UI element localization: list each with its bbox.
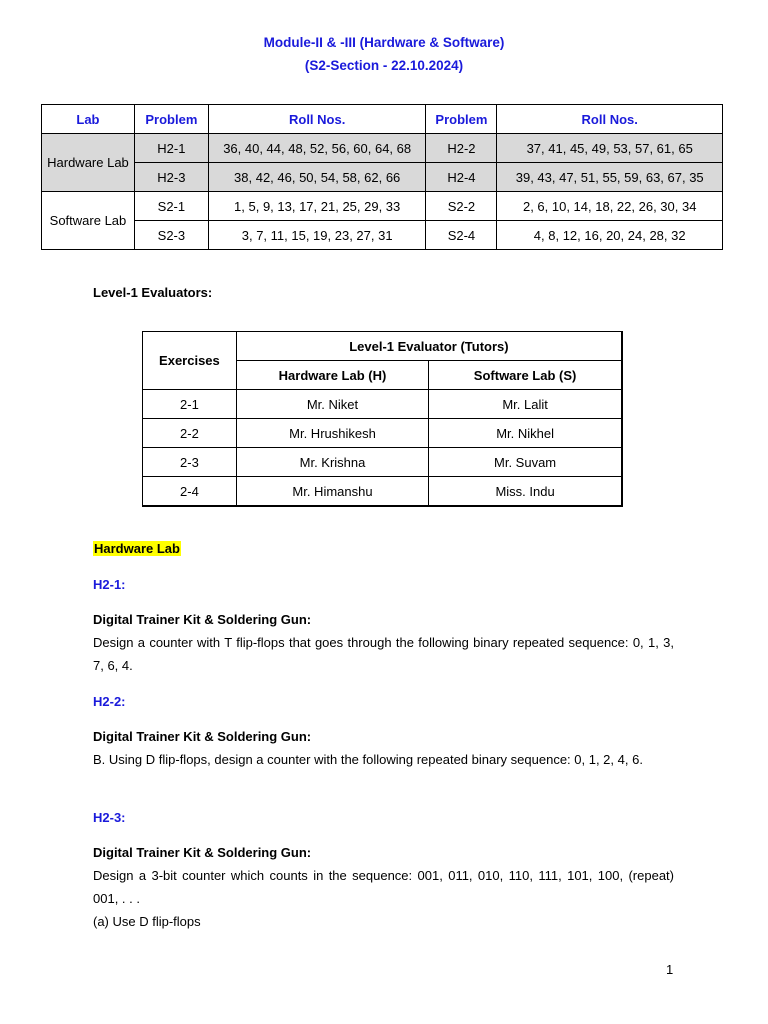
roll-cell: 1, 5, 9, 13, 17, 21, 25, 29, 33 [208, 192, 426, 221]
roll-cell: 4, 8, 12, 16, 20, 24, 28, 32 [497, 221, 723, 250]
roll-cell: 3, 7, 11, 15, 19, 23, 27, 31 [208, 221, 426, 250]
exercise-cell: 2-2 [143, 419, 237, 448]
equipment-label: Digital Trainer Kit & Soldering Gun: [93, 845, 312, 860]
page-number: 1 [666, 962, 674, 977]
problem-id-h2-3: H2-3: [93, 810, 126, 825]
problem-cell: S2-2 [426, 192, 497, 221]
page-subtitle: (S2-Section - 22.10.2024) [304, 58, 464, 73]
equipment-label: Digital Trainer Kit & Soldering Gun: [93, 612, 312, 627]
table-row [143, 419, 623, 448]
problem-text: Design a 3-bit counter which counts in the sequence: 001, 011, 010, 110, 111, 101, 100, (repeat) 001, . . . [93, 868, 674, 906]
exercise-cell: 2-1 [143, 390, 237, 419]
problem-cell: H2-1 [134, 134, 208, 163]
header-problem: Problem [426, 105, 497, 134]
evaluators-heading: Level-1 Evaluators: [93, 285, 213, 300]
hw-evaluator-cell: Mr. Hrushikesh [236, 419, 428, 448]
exercise-cell: 2-3 [143, 448, 237, 477]
table-header-row [42, 105, 723, 134]
hardware-lab-heading: Hardware Lab [94, 541, 180, 556]
problem-cell: S2-1 [134, 192, 208, 221]
roll-cell: 39, 43, 47, 51, 55, 59, 63, 67, 35 [497, 163, 723, 192]
problem-cell: H2-3 [134, 163, 208, 192]
problem-text: B. Using D flip-flops, design a counter with the following repeated binary sequence: 0, 1, 2, 4, 6. [93, 752, 643, 767]
problem-cell: H2-2 [426, 134, 497, 163]
page-title: Module-II & -III (Hardware & Software) [263, 35, 505, 50]
problem-cell: S2-4 [426, 221, 497, 250]
problem-subitem: (a) Use D flip-flops [93, 914, 201, 929]
roll-cell: 37, 41, 45, 49, 53, 57, 61, 65 [497, 134, 723, 163]
sw-evaluator-cell: Miss. Indu [429, 477, 622, 507]
roll-cell: 38, 42, 46, 50, 54, 58, 62, 66 [208, 163, 426, 192]
table-row [143, 390, 623, 419]
header-evaluator-group: Level-1 Evaluator (Tutors) [236, 332, 622, 361]
software-lab-label: Software Lab [42, 192, 135, 250]
table-header-row [143, 332, 623, 361]
problem-cell: H2-4 [426, 163, 497, 192]
sw-evaluator-cell: Mr. Nikhel [429, 419, 622, 448]
problem-text: Design a counter with T flip-flops that goes through the following binary repeated sequence: 0, 1, 3, 7, 6, 4. [93, 635, 674, 673]
header-lab: Lab [42, 105, 135, 134]
header-software-lab: Software Lab (S) [429, 361, 622, 390]
table-row [143, 448, 623, 477]
hw-evaluator-cell: Mr. Krishna [236, 448, 428, 477]
table-row [42, 163, 723, 192]
problem-id-h2-2: H2-2: [93, 694, 126, 709]
problem-cell: S2-3 [134, 221, 208, 250]
sw-evaluator-cell: Mr. Suvam [429, 448, 622, 477]
exercise-cell: 2-4 [143, 477, 237, 507]
table-row [42, 192, 723, 221]
hw-evaluator-cell: Mr. Himanshu [236, 477, 428, 507]
table-row [143, 477, 623, 507]
roll-assignment-table [41, 104, 723, 250]
roll-cell: 36, 40, 44, 48, 52, 56, 60, 64, 68 [208, 134, 426, 163]
evaluator-table [142, 331, 623, 507]
header-roll-nos: Roll Nos. [208, 105, 426, 134]
header-hardware-lab: Hardware Lab (H) [236, 361, 428, 390]
table-row [42, 221, 723, 250]
header-problem: Problem [134, 105, 208, 134]
hardware-lab-label: Hardware Lab [42, 134, 135, 192]
header-exercises: Exercises [143, 332, 237, 390]
roll-cell: 2, 6, 10, 14, 18, 22, 26, 30, 34 [497, 192, 723, 221]
sw-evaluator-cell: Mr. Lalit [429, 390, 622, 419]
table-row [42, 134, 723, 163]
header-roll-nos: Roll Nos. [497, 105, 723, 134]
equipment-label: Digital Trainer Kit & Soldering Gun: [93, 729, 312, 744]
problem-id-h2-1: H2-1: [93, 577, 126, 592]
hw-evaluator-cell: Mr. Niket [236, 390, 428, 419]
